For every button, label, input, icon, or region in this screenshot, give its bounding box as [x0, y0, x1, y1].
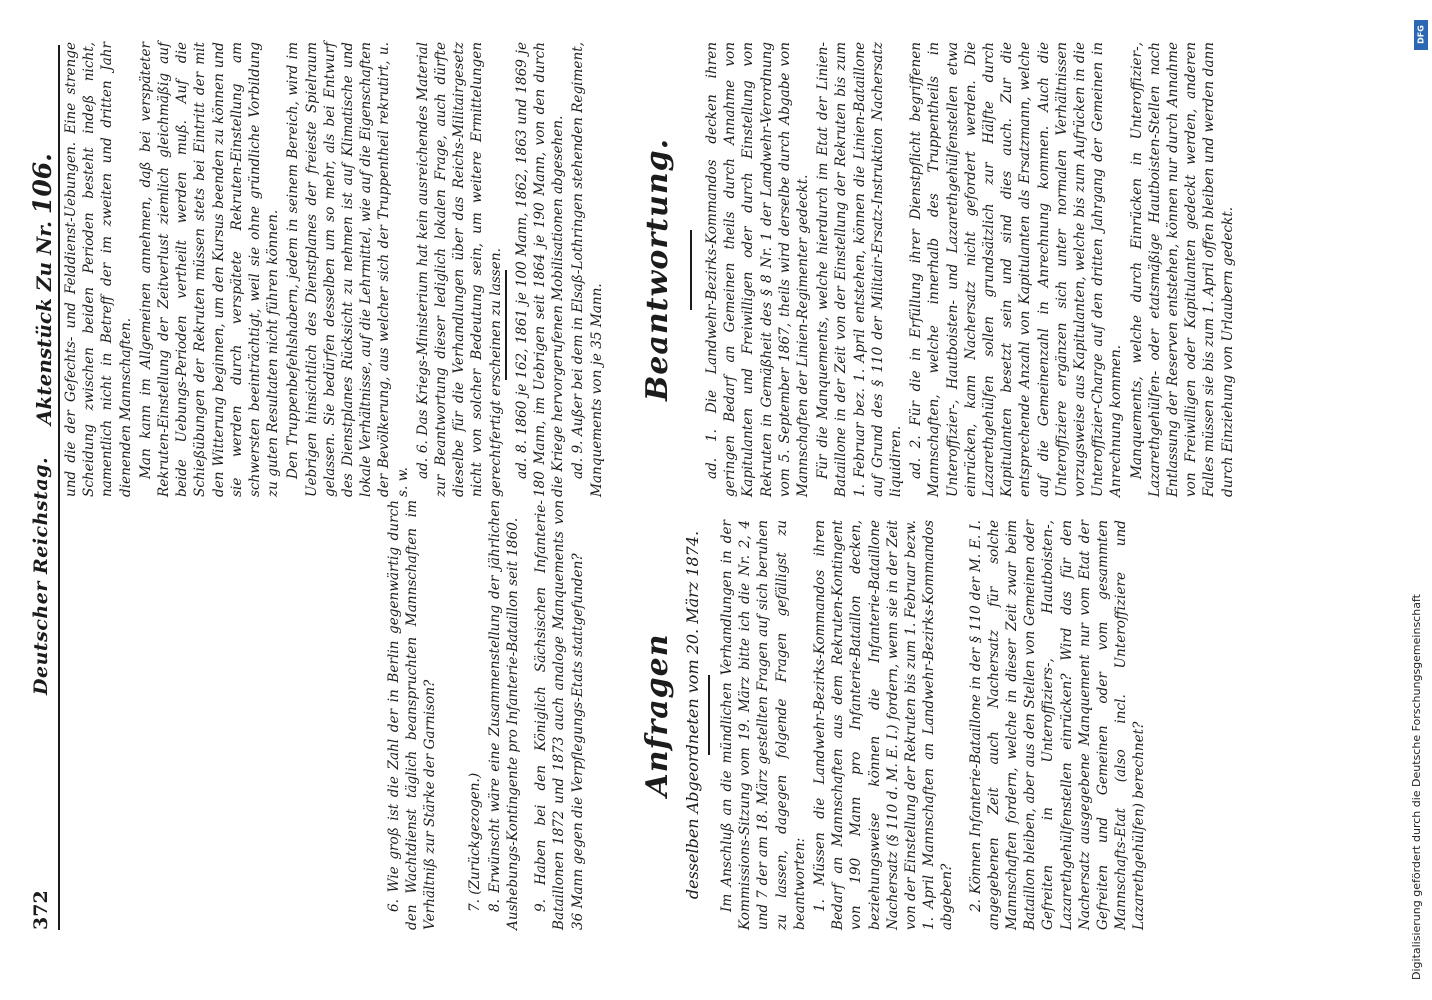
continuation-p1: und die der Gefechts- und Felddienst-Uebungen. Eine strenge Scheidung zwischen beiden Perioden besteht indeß nicht, namentlich nicht in Betreff der im zweiten und dritten Jahr dienenden Mannschaften. — [63, 42, 134, 497]
question-2: 2. Können Infanterie-Bataillone in der § 110 der M. E. I. angegebenen Zeit auch Nachersatz für solche Mannschaften fordern, welche in dieser Zeit zwar beim Bataillon bleiben, aber aus den Stellen von Gemeinen oder Gefreiten in Unteroffiziers-, Hautboisten-, Lazarethgehülfenstellen einrücken? Wird das für den Nachersatz ausgegebene Manquement nur vom Etat der Gefreiten und Gemeinen oder vom gesammten Mannschafts-Etat (also incl. Unteroffiziere und Lazarethgehülfen) berechnet? — [967, 520, 1148, 930]
header-right-prefix: Aktenstück Zu Nr. — [32, 221, 56, 425]
anfragen-column — [718, 520, 1151, 930]
anfragen-subtitle: desselben Abgeordneten vom 20. März 1874. — [683, 530, 702, 900]
answer-8: ad. 8. 1860 je 162, 1861 je 100 Mann, 1862, 1863 und 1869 je 180 Mann, im Uebrigen seit 1864 je 190 Mann, von den durch die Kriege hervorgerufenen Mobilisationen abgesehen. — [513, 42, 567, 497]
header-right-title — [28, 153, 57, 425]
dfg-sidebar — [1404, 20, 1430, 980]
answer-9: ad. 9. Außer bei dem in Elsaß-Lothringen stehenden Regiment, Manquements von je 35 Mann. — [570, 42, 605, 497]
header-document-number: 106. — [28, 153, 57, 215]
continuation-p3: Den Truppenbefehlshabern, jedem in seinem Bereich, wird im Uebrigen hinsichtlich des Dienstplanes der freieste Spielraum gelassen. Sie bedürfen desselben um so mehr, als bei Entwurf des Dienstplanes Rücksicht zu nehmen ist auf Klimatische und lokale Verhältnisse, auf die Lehrmittel, wie auf die Eigenschaften der Bevölkerung, aus welcher sich der Truppentheil rekrutirt, u. s. w. — [285, 42, 411, 497]
dfg-logo-badge — [1414, 20, 1428, 50]
header-rule — [58, 45, 60, 930]
question-6: 6. Wie groß ist die Zahl der in Berlin gegenwärtig durch den Wachtdienst täglich beanspruchten Mannschaften im Verhältniß zur Stärke der Garnison? — [386, 500, 439, 930]
answer-6: ad. 6. Das Kriegs-Ministerium hat kein ausreichendes Material zur Beantwortung dieser lediglich lokalen Frage, auch dürfte dieselbe für die Verhandlungen über das Reichs-Militairgesetz nicht von solcher Bedeutung sein, um weitere Ermittelungen gerechtfertigt erscheinen zu lassen. — [414, 42, 504, 497]
questions-column — [385, 500, 589, 930]
question-8: 8. Erwünscht wäre eine Zusammenstellung der jährlichen Aushebungs-Kontingente pro Infanterie-Bataillon seit 1860. — [486, 500, 522, 930]
dfg-funding-text: Digitalisierung gefördert durch die Deutsche Forschungsgemeinschaft — [1410, 594, 1423, 980]
answer-1: ad. 1. Die Landwehr-Bezirks-Kommandos decken ihren geringen Bedarf an Gemeinen theils durch Annahme von Kapitulanten und Freiwilligen oder durch Einstellung von Rekruten in Gemäßheit des § 8 Nr. 1 der Landwehr-Verordnung vom 5. September 1867, theils wird derselbe durch Abgabe von Mannschaften der Linien-Regimenter gedeckt. — [704, 42, 812, 497]
answer-1b: Für die Manquements, welche hierdurch im Etat der Linien-Bataillone in der Zeit von der Einstellung der Rekruten bis zum 1. Februar bez. 1. April entstehen, können die Linien-Bataillone auf Grund des § 110 der Militair-Ersatz-Instruktion Nachersatz liquidiren. — [815, 42, 905, 497]
page-number: 372 — [30, 890, 52, 930]
beantwortung-column — [703, 42, 1239, 497]
continuation-column — [62, 42, 608, 497]
divider-top-right — [505, 270, 507, 380]
dfg-badge-label: DFG — [1416, 25, 1426, 44]
anfragen-intro: Im Anschluß an die mündlichen Verhandlungen in der Kommissions-Sitzung vom 19. März bitte ich die Nr. 2, 4 und 7 der am 18. März gestellten Fragen auf sich beruhen zu lassen, dagegen folgende Fragen gefälligst zu beantworten: — [719, 520, 808, 930]
divider-beantwortung — [690, 230, 692, 310]
header-left-title: Deutscher Reichstag. — [30, 456, 52, 695]
continuation-p2: Man kann im Allgemeinen annehmen, daß bei verspäteter Rekruten-Einstellung der Zeitverlust ziemlich gleichmäßig auf beide Uebungs-Perioden vertheilt werden muß. Auf die Schießübungen der Rekruten müssen stets bei Eintritt der mit den Witterung beginnen, um den Kursus beenden zu können und sie werden durch verspätete Rekruten-Einstellung am schwersten beeinträchtigt, weil sie ohne gründliche Vorbildung zu guten Resultaten nicht führen können. — [137, 42, 282, 497]
question-9: 9. Haben bei den Königlich Sächsischen Infanterie-Bataillonen 1872 und 1873 auch analoge Manquements von 36 Mann gegen die Verpflegungs-Etats stattgefunden? — [533, 500, 586, 930]
divider-anfragen — [708, 675, 710, 755]
question-1: 1. Müssen die Landwehr-Bezirks-Kommandos ihren Bedarf an Mannschaften aus dem Rekruten-Kontingent von 190 Mann pro Infanterie-Bataillon decken, beziehungsweise können die Infanterie-Bataillone Nachersatz (§ 110 d. M. E. I.) fordern, wenn sie in der Zeit von der Einstellung der Rekruten bis zum 1. Februar bezw. 1. April Mannschaften an Landwehr-Bezirks-Kommandos abgeben? — [812, 520, 956, 930]
answer-2b: Manquements, welche durch Einrücken in Unteroffizier-, Lazarethgehülfen- oder etatsmäßige Hautboisten-Stellen nach Entlassung der Reserven entstehen, können nur durch Annahme von Freiwilligen oder Kapitulanten gedeckt werden, anderen Falles müssen sie bis zum 1. April offen bleiben und werden dann durch Einziehung von Urlaubern gedeckt. — [1128, 42, 1236, 497]
question-7: 7. (Zurückgezogen.) — [466, 772, 483, 912]
answer-2: ad. 2. Für die in Erfüllung ihrer Dienstpflicht begriffenen Mannschaften, welche innerhalb des Truppentheils in Unteroffizier-, Hautboisten- und Lazarethgehülfenstellen etwa einrücken, kann Nachersatz nicht gefordert werden. Die Lazarethgehülfen sollen grundsätzlich zur Hälfte durch Kapitulanten besetzt sein und sind dies auch. Zur die entsprechende Anzahl von Kapitulanten als Ersatzmann, welche auf die Gemeinenzahl in Anrechnung kommen. Auch die Unteroffiziere ergänzen sich unter normalen Verhältnissen vorzugsweise aus Kapitulanten, welche bis zum Aufrücken in die Unteroffizier-Charge auf den dritten Jahrgang der Gemeinen in Anrechnung kommen. — [908, 42, 1125, 497]
anfragen-title: Anfragen — [640, 633, 675, 797]
beantwortung-title: Beantwortung. — [640, 137, 675, 402]
running-header — [28, 50, 58, 930]
